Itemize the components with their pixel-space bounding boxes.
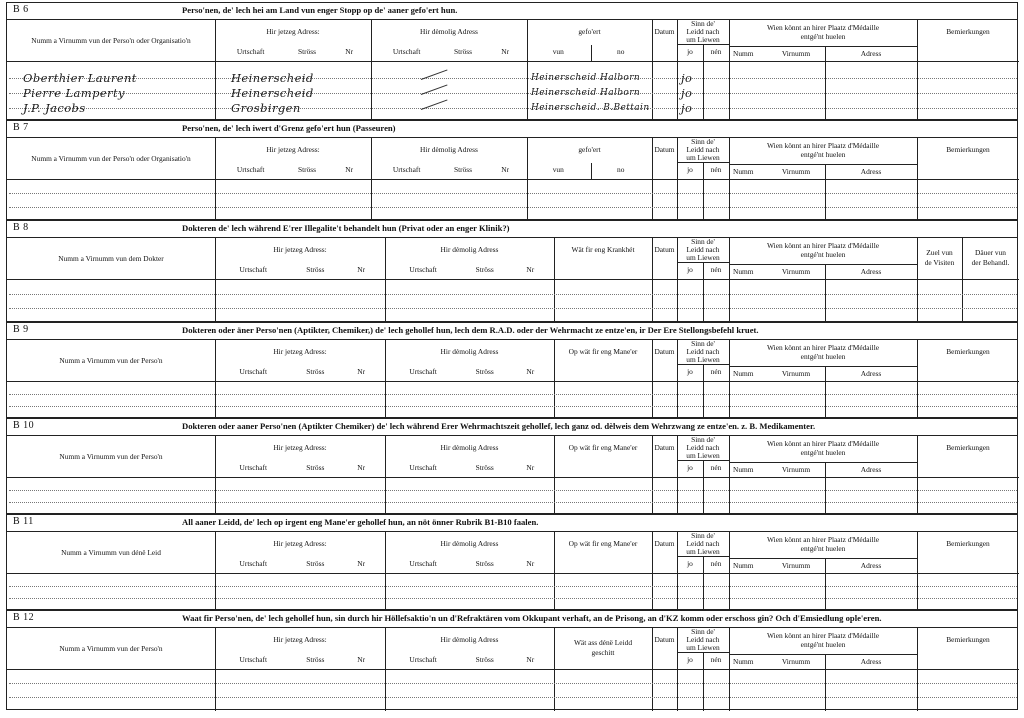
col-adress-header: Adress — [860, 561, 882, 570]
section-title: Waat fir Perso'nen, de' lech gehollef hun, sin durch hir Höllefsaktio'n un d'Refraktären vom Okkupant verhaft, an de Prisong, an d'KZ komm oder erschoss gin? Och d'Emsiedlung ople'eren. — [182, 613, 882, 623]
col-stross-header: Ströss — [453, 47, 473, 56]
col-nr-header: Nr — [357, 463, 366, 472]
row-rule — [729, 462, 917, 463]
col-virnumm-header: Virnumm — [781, 49, 811, 58]
section-code: B 9 — [13, 324, 29, 335]
col-jetzeg-header: Hir jetzeg Adress: — [273, 245, 327, 254]
col-wien-header-1: Wien könnt an hirer Plaatz d'Médaille — [766, 631, 880, 640]
col-wien-header-1: Wien könnt an hirer Plaatz d'Médaille — [766, 23, 880, 32]
dotted-line — [9, 294, 1017, 295]
col-jetzeg-header: Hir jetzeg Adress: — [273, 443, 327, 452]
col-numm-header: Numm — [733, 369, 754, 378]
col-name-header: Numm a Virnumm vun der Perso'n oder Organisatio'n — [31, 36, 191, 45]
col-urschaft-header: Urtschaft — [239, 367, 268, 376]
col-urschaft-header: Urtschaft — [409, 655, 437, 664]
row-rule — [7, 381, 1019, 382]
col-adress-header: Adress — [860, 267, 882, 276]
col-sinn-header-3: um Liewen — [686, 451, 720, 460]
dotted-line — [9, 93, 1017, 94]
entry-vun: Heinerscheid Halborn — [531, 88, 641, 98]
column-rule — [591, 163, 592, 179]
entry-adress: Heinerscheid — [231, 71, 314, 85]
col-demolig-header: Hir dèmolig Adress — [420, 145, 478, 154]
dotted-line — [9, 308, 1017, 309]
dotted-line — [9, 78, 1017, 79]
col-demolig-header: Hir dèmolig Adress — [440, 539, 499, 548]
col-name-header: Numm a Virnumm vun der Perso'n oder Organisatio'n — [31, 154, 191, 163]
dotted-line — [9, 598, 1017, 599]
col-wien-header-2: entgé'nt huelen — [800, 150, 846, 159]
col-adress-header: Adress — [860, 49, 882, 58]
col-nr-header: Nr — [345, 47, 354, 56]
dotted-line — [9, 394, 1017, 395]
col-nr-header: Nr — [526, 559, 535, 568]
col-demolig-header: Hir dèmolig Adress — [440, 347, 499, 356]
col-urschaft-header: Urtschaft — [236, 47, 265, 56]
col-wien-header-1: Wien könnt an hirer Plaatz d'Médaille — [766, 535, 880, 544]
col-jetzeg-header: Hir jetzeg Adress: — [273, 635, 327, 644]
entry-adress: Heinerscheid — [231, 86, 314, 100]
col-no-header: no — [617, 47, 625, 56]
col-gefoert-header: gefo'ert — [578, 145, 601, 154]
section-header — [7, 221, 1017, 238]
col-demolig-header: Hir dèmolig Adress — [420, 27, 478, 36]
col-sinn-header-3: um Liewen — [686, 643, 720, 652]
col-adress-header: Adress — [860, 465, 882, 474]
section-title: Dokteren oder aaner Perso'nen (Aptikter Chemiker) de' lech während Erer Wehrmachtszeit gehollef, lech ganz od. dèlweis dem Wehrzwang ze entze'en. z. B. Medikamenter. — [182, 421, 816, 431]
col-nr-header: Nr — [345, 165, 354, 174]
col-sinn-header-2: Leidd nach — [686, 635, 720, 644]
col-wien-header-2: entgé'nt huelen — [800, 544, 846, 553]
col-wien-header-2: entgé'nt huelen — [800, 32, 846, 41]
entry-vun: Heinerscheid Halborn — [531, 73, 641, 83]
col-urschaft-header: Urtschaft — [392, 165, 421, 174]
col-numm-header: Numm — [733, 465, 754, 474]
col-virnumm-header: Virnumm — [781, 167, 811, 176]
col-urschaft-header: Urtschaft — [409, 559, 437, 568]
col-no-header: no — [617, 165, 625, 174]
col-stross-header: Ströss — [475, 655, 494, 664]
col-urschaft-header: Urtschaft — [236, 165, 265, 174]
entry-jo: jo — [681, 86, 693, 100]
dotted-line — [9, 490, 1017, 491]
col-nr-header: Nr — [357, 559, 366, 568]
col-adress-header: Adress — [860, 369, 882, 378]
entry-adress: Grosbirgen — [231, 101, 301, 115]
col-urschaft-header: Urtschaft — [392, 47, 421, 56]
section-code: B 10 — [13, 420, 35, 431]
entry-vun: Heinerscheid. B.Bettain — [531, 103, 650, 113]
col-bemierkungen-header: Bemierkungen — [946, 443, 990, 452]
dotted-line — [9, 406, 1017, 407]
col-demolig-header: Hir dèmolig Adress — [440, 443, 499, 452]
row-rule — [729, 558, 917, 559]
col-sinn-header-2: Leidd nach — [686, 347, 720, 356]
col-jo-header: jo — [687, 463, 693, 472]
col-stross-header: Ströss — [475, 265, 494, 274]
entry-name: Pierre Lamperty — [23, 86, 125, 100]
col-sinn-header-3: um Liewen — [686, 547, 720, 556]
row-rule — [729, 366, 917, 367]
col-stross-header: Ströss — [453, 165, 473, 174]
col-jetzeg-header: Hir jetzeg Adress: — [266, 145, 320, 154]
col-sinn-header-3: um Liewen — [686, 355, 720, 364]
col-gefoert-header: gefo'ert — [578, 27, 601, 36]
entry-name: Oberthier Laurent — [23, 71, 137, 85]
col-nr-header: Nr — [357, 655, 366, 664]
col-dauer-header-2: der Behandl. — [971, 258, 1010, 267]
col-stross-header: Ströss — [297, 165, 317, 174]
col-wien-header-2: entgé'nt huelen — [800, 250, 846, 259]
col-sinn-header-3: um Liewen — [686, 153, 720, 162]
col-jo-header: jo — [687, 655, 693, 664]
col-sinn-header-1: Sinn de' — [691, 339, 715, 348]
dotted-line — [9, 697, 1017, 698]
col-jetzeg-header: Hir jetzeg Adress: — [273, 539, 327, 548]
row-rule — [7, 61, 1019, 62]
col-bemierkungen-header: Bemierkungen — [946, 539, 990, 548]
col-demolig-header: Hir dèmolig Adress — [440, 245, 499, 254]
col-name-header: Numm a Virnumm vun der Perso'n — [59, 452, 163, 461]
col-numm-header: Numm — [733, 561, 754, 570]
row-rule — [729, 46, 917, 47]
col-sinn-header-2: Leidd nach — [686, 245, 720, 254]
col-stross-header: Ströss — [475, 367, 494, 376]
col-nr-header: Nr — [357, 367, 366, 376]
col-urschaft-header: Urtschaft — [409, 463, 437, 472]
col-nen-header: nén — [710, 165, 722, 174]
column-rule — [591, 45, 592, 61]
section-b8 — [6, 220, 1018, 322]
col-nen-header: nén — [710, 367, 722, 376]
col-wien-header-1: Wien könnt an hirer Plaatz d'Médaille — [766, 439, 880, 448]
col-datum-header: Datum — [654, 443, 675, 452]
dotted-line — [9, 586, 1017, 587]
col-virnumm-header: Virnumm — [781, 657, 811, 666]
row-rule — [729, 264, 917, 265]
section-code: B 12 — [13, 612, 35, 623]
col-maner-header: Op wät fir eng Mane'er — [568, 347, 638, 356]
col-sinn-header-1: Sinn de' — [691, 531, 715, 540]
dotted-line — [9, 683, 1017, 684]
col-sinn-header-1: Sinn de' — [691, 237, 715, 246]
col-jetzeg-header: Hir jetzeg Adress: — [266, 27, 320, 36]
section-b7 — [6, 120, 1018, 220]
col-urschaft-header: Urtschaft — [239, 655, 268, 664]
row-rule — [7, 179, 1019, 180]
section-b10 — [6, 418, 1018, 514]
col-sinn-header-2: Leidd nach — [686, 539, 720, 548]
section-title: Dokteren oder äner Perso'nen (Aptikter, Chemiker,) de' lech gehollef hun, lech dem R.A.D. oder der Wehrmacht ze entze'en, ir Der Ere Stellongsbefehl kruet. — [182, 325, 759, 335]
col-datum-header: Datum — [654, 145, 675, 154]
dotted-line — [9, 193, 1017, 194]
section-title: Perso'nen, de' lech hei am Land vun enger Stopp op de' aaner gefo'ert hun. — [182, 5, 458, 15]
col-nen-header: nén — [710, 47, 722, 56]
col-datum-header: Datum — [654, 635, 675, 644]
section-b11 — [6, 514, 1018, 610]
col-stross-header: Ströss — [475, 559, 494, 568]
col-wien-header-1: Wien könnt an hirer Plaatz d'Médaille — [766, 141, 880, 150]
col-wien-header-1: Wien könnt an hirer Plaatz d'Médaille — [766, 241, 880, 250]
col-numm-header: Numm — [733, 49, 754, 58]
col-wien-header-2: entgé'nt huelen — [800, 640, 846, 649]
col-urschaft-header: Urtschaft — [409, 265, 437, 274]
col-datum-header: Datum — [654, 539, 675, 548]
col-bemierkungen-header: Bemierkungen — [946, 347, 990, 356]
col-sinn-header-3: um Liewen — [686, 253, 720, 262]
col-virnumm-header: Virnumm — [781, 369, 811, 378]
section-b12 — [6, 610, 1018, 710]
section-header — [7, 121, 1017, 138]
col-stross-header: Ströss — [297, 47, 317, 56]
col-jo-header: jo — [687, 367, 693, 376]
col-demolig-header: Hir dèmolig Adress — [440, 635, 499, 644]
row-rule — [7, 573, 1019, 574]
col-stross-header: Ströss — [306, 655, 325, 664]
col-sinn-header-2: Leidd nach — [686, 145, 720, 154]
section-title: Perso'nen, de' lech iwert d'Grenz gefo'ert hun (Passeuren) — [182, 123, 396, 133]
row-rule — [7, 279, 1019, 280]
section-code: B 7 — [13, 122, 29, 133]
col-nr-header: Nr — [526, 265, 535, 274]
col-numm-header: Numm — [733, 657, 754, 666]
col-nr-header: Nr — [501, 47, 510, 56]
col-urschaft-header: Urtschaft — [409, 367, 437, 376]
section-b6 — [6, 2, 1018, 120]
col-sinn-header-2: Leidd nach — [686, 443, 720, 452]
row-rule — [7, 669, 1019, 670]
section-header — [7, 3, 1017, 20]
dotted-line — [9, 207, 1017, 208]
col-virnumm-header: Virnumm — [781, 465, 811, 474]
col-datum-header: Datum — [654, 245, 675, 254]
col-vun-header: vun — [552, 47, 564, 56]
col-jo-header: jo — [687, 265, 693, 274]
col-numm-header: Numm — [733, 167, 754, 176]
section-code: B 11 — [13, 516, 34, 527]
col-jo-header: jo — [687, 559, 693, 568]
col-maner-header: Op wät fir eng Mane'er — [568, 539, 638, 548]
col-bemierkungen-header: Bemierkungen — [946, 145, 990, 154]
col-geschitt-header: Wät ass dénë Leidd — [573, 638, 633, 647]
col-nr-header: Nr — [526, 655, 535, 664]
section-title: All aaner Leidd, de' lech op irgent eng Mane'er gehollef hun, an nöt önner Rubrik B1-B10 faalen. — [182, 517, 539, 527]
col-sinn-header-2: Leidd nach — [686, 27, 720, 36]
col-sinn-header-1: Sinn de' — [691, 435, 715, 444]
col-jo-header: jo — [687, 47, 693, 56]
col-stross-header: Ströss — [306, 367, 325, 376]
col-sinn-header-1: Sinn de' — [691, 19, 715, 28]
col-urschaft-header: Urtschaft — [239, 559, 268, 568]
col-dauer-header-1: Däuer vun — [975, 248, 1006, 257]
col-maner-header: Op wät fir eng Mane'er — [568, 443, 638, 452]
col-wien-header-1: Wien könnt an hirer Plaatz d'Médaille — [766, 343, 880, 352]
col-urschaft-header: Urtschaft — [239, 463, 268, 472]
col-bemierkungen-header: Bemierkungen — [946, 635, 990, 644]
col-name-header: Numm a Virnumm vun der Perso'n — [59, 356, 163, 365]
col-geschitt-header-2: geschitt — [591, 648, 615, 657]
col-nen-header: nén — [710, 559, 722, 568]
col-stross-header: Ströss — [306, 265, 325, 274]
col-nr-header: Nr — [526, 463, 535, 472]
col-bemierkungen-header: Bemierkungen — [946, 27, 990, 36]
col-nr-header: Nr — [526, 367, 535, 376]
col-urschaft-header: Urtschaft — [239, 265, 268, 274]
col-datum-header: Datum — [654, 347, 675, 356]
col-sinn-header-1: Sinn de' — [691, 137, 715, 146]
col-stross-header: Ströss — [475, 463, 494, 472]
col-nr-header: Nr — [357, 265, 366, 274]
col-jetzeg-header: Hir jetzeg Adress: — [273, 347, 327, 356]
col-wien-header-2: entgé'nt huelen — [800, 352, 846, 361]
questionnaire-page — [6, 2, 1018, 712]
col-zuel-header-1: Zuel vun — [926, 248, 953, 257]
dotted-line — [9, 108, 1017, 109]
col-adress-header: Adress — [860, 657, 882, 666]
col-stross-header: Ströss — [306, 463, 325, 472]
col-name-header: Numm a Virnumm vun dénë Leid — [61, 548, 161, 557]
dotted-line — [9, 502, 1017, 503]
entry-name: J.P. Jacobs — [23, 101, 86, 115]
section-b9 — [6, 322, 1018, 418]
section-title: Dokteren de' lech während E'rer Illegalite't behandelt hun (Privat oder an enger Klinik?) — [182, 223, 510, 233]
col-adress-header: Adress — [860, 167, 882, 176]
col-krankheet-header: Wät fir eng Krankhét — [571, 245, 635, 254]
row-rule — [729, 654, 917, 655]
col-name-header: Numm a Virnumm vun der Perso'n — [59, 644, 163, 653]
col-nen-header: nén — [710, 265, 722, 274]
col-sinn-header-3: um Liewen — [686, 35, 720, 44]
col-stross-header: Ströss — [306, 559, 325, 568]
col-jo-header: jo — [687, 165, 693, 174]
entry-jo: jo — [681, 71, 693, 85]
col-wien-header-2: entgé'nt huelen — [800, 448, 846, 457]
section-code: B 8 — [13, 222, 29, 233]
row-rule — [729, 164, 917, 165]
col-numm-header: Numm — [733, 267, 754, 276]
col-nen-header: nén — [710, 463, 722, 472]
col-virnumm-header: Virnumm — [781, 561, 811, 570]
col-nr-header: Nr — [501, 165, 510, 174]
col-vun-header: vun — [552, 165, 564, 174]
section-code: B 6 — [13, 4, 29, 15]
col-sinn-header-1: Sinn de' — [691, 627, 715, 636]
col-virnumm-header: Virnumm — [781, 267, 811, 276]
col-datum-header: Datum — [654, 27, 675, 36]
col-zuel-header-2: de Visiten — [924, 258, 955, 267]
col-name-header: Numm a Virnumm vun dem Dokter — [58, 254, 164, 263]
col-nen-header: nén — [710, 655, 722, 664]
entry-jo: jo — [681, 101, 693, 115]
row-rule — [7, 477, 1019, 478]
